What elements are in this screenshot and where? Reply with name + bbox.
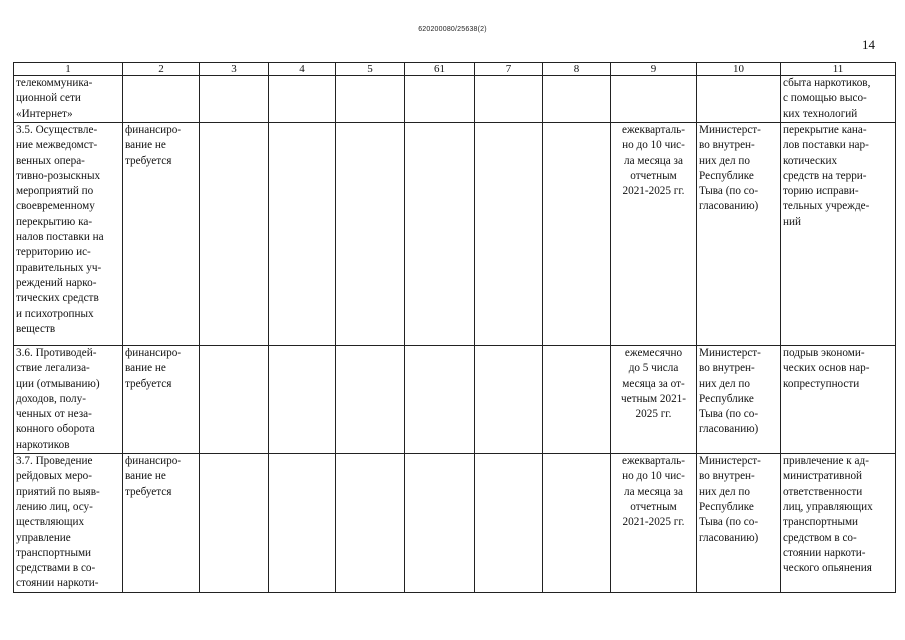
executor-cell	[697, 123, 781, 346]
column-number: 10	[697, 63, 781, 76]
cell-text-line: 3.5. Осуществле-	[16, 124, 98, 136]
cell-text-line: ежекварталь-	[622, 124, 685, 136]
cell-text-line: вание не	[125, 362, 166, 375]
cell-text-line: ких технологий	[783, 107, 858, 120]
funding-cell	[123, 454, 200, 593]
cell-text-line: ческого опьянения	[783, 562, 872, 575]
empty-cell	[543, 76, 611, 123]
cell-text-line: ежемесячно	[624, 347, 683, 359]
cell-text-line: ческих основ нар-	[783, 362, 870, 375]
cell-text-line: средством в со-	[783, 531, 857, 544]
table-row	[14, 76, 896, 123]
column-number: 11	[781, 63, 896, 76]
cell-text-line: транспортными	[783, 516, 859, 529]
cell-text-line: ний	[783, 215, 801, 228]
column-number: 8	[543, 63, 611, 76]
cell-text-line: Тыва (по со-	[699, 185, 759, 198]
empty-cell	[543, 454, 611, 593]
column-number: 9	[611, 63, 697, 76]
empty-cell	[543, 346, 611, 454]
table-row	[14, 454, 896, 593]
cell-text-line: перекрытие кана-	[783, 124, 867, 136]
cell-text-line: венных опера-	[16, 154, 85, 167]
column-number-row	[14, 63, 896, 76]
measure-cell	[14, 76, 123, 123]
cell-text-line: четным 2021-	[621, 392, 686, 405]
cell-text-line: вание не	[125, 139, 166, 152]
empty-cell	[475, 123, 543, 346]
cell-text-line: подрыв экономи-	[783, 347, 865, 359]
empty-cell	[543, 123, 611, 346]
cell-text-line: правительных уч-	[16, 261, 102, 274]
cell-text-line: во внутрен-	[699, 139, 755, 152]
cell-text-line: требуется	[125, 154, 172, 167]
empty-cell	[336, 346, 405, 454]
result-cell	[781, 76, 896, 123]
cell-text-line: конного оборота	[16, 423, 95, 436]
column-number: 61	[405, 63, 475, 76]
cell-text-line: финансиро-	[125, 347, 182, 359]
cell-text-line: отчетным	[630, 169, 677, 182]
cell-text-line: гласованию)	[699, 423, 759, 436]
cell-text-line: тических средств	[16, 292, 99, 305]
cell-text-line: стоянии наркоти-	[783, 546, 866, 559]
result-cell	[781, 123, 896, 346]
result-cell	[781, 454, 896, 593]
cell-text-line: министративной	[783, 470, 863, 483]
cell-text-line: требуется	[125, 485, 172, 498]
cell-text-line: привлечение к ад-	[783, 455, 869, 468]
cell-text-line: до 5 числа	[628, 362, 679, 375]
funding-cell	[123, 123, 200, 346]
cell-text-line: Тыва (по со-	[699, 408, 759, 421]
empty-cell	[475, 454, 543, 593]
cell-text-line: вание не	[125, 470, 166, 483]
cell-text-line: Республике	[699, 392, 754, 405]
cell-text-line: требуется	[125, 377, 172, 390]
cell-text-line: доходов, полу-	[16, 392, 86, 405]
cell-text-line: ществляющих	[16, 516, 85, 529]
cell-text-line: них дел по	[699, 377, 750, 390]
column-number: 7	[475, 63, 543, 76]
deadline-cell	[611, 454, 697, 593]
cell-text-line: 2021-2025 гг.	[622, 516, 685, 529]
cell-text-line: во внутрен-	[699, 470, 755, 483]
result-cell	[781, 346, 896, 454]
cell-text-line: финансиро-	[125, 455, 182, 468]
empty-cell	[405, 346, 475, 454]
cell-text-line: рейдовых меро-	[16, 470, 92, 483]
cell-text-line: и психотропных	[16, 307, 94, 320]
cell-text-line: транспортными	[16, 546, 92, 559]
cell-text-line: котических	[783, 154, 838, 167]
table-row	[14, 346, 896, 454]
cell-text-line: своевременному	[16, 200, 95, 213]
cell-text-line: Республике	[699, 500, 754, 513]
cell-text-line: Министерст-	[699, 347, 761, 359]
cell-text-line: Тыва (по со-	[699, 516, 759, 529]
cell-text-line: ствие легализа-	[16, 362, 90, 375]
cell-text-line: веществ	[16, 322, 56, 335]
document-id: 620200080/25638(2)	[418, 26, 487, 33]
empty-cell	[269, 76, 336, 123]
cell-text-line: лиц, управляющих	[783, 500, 873, 513]
cell-text-line: ционной сети	[16, 92, 81, 105]
cell-text-line: Министерст-	[699, 124, 761, 136]
column-number: 4	[269, 63, 336, 76]
cell-text-line: месяца за от-	[622, 377, 685, 390]
cell-text-line: копреступности	[783, 377, 860, 390]
measure-cell	[14, 454, 123, 593]
measure-cell	[14, 346, 123, 454]
cell-text-line: гласованию)	[699, 531, 759, 544]
empty-cell	[475, 76, 543, 123]
cell-text-line: ние межведомст-	[16, 139, 98, 152]
executor-cell	[697, 454, 781, 593]
measure-cell	[14, 123, 123, 346]
empty-cell	[405, 76, 475, 123]
cell-text-line: во внутрен-	[699, 362, 755, 375]
cell-text-line: лению лиц, осу-	[16, 500, 93, 513]
cell-text-line: с помощью высо-	[783, 92, 867, 105]
cell-text-line: тельных учрежде-	[783, 200, 870, 213]
empty-cell	[475, 346, 543, 454]
cell-text-line: «Интернет»	[16, 107, 73, 120]
cell-text-line: Республике	[699, 169, 754, 182]
empty-cell	[336, 76, 405, 123]
cell-text-line: перекрытию ка-	[16, 215, 93, 228]
deadline-cell	[611, 346, 697, 454]
empty-cell	[269, 346, 336, 454]
cell-text-line: лов поставки нар-	[783, 139, 869, 152]
cell-text-line: средств на терри-	[783, 169, 867, 182]
column-number: 5	[336, 63, 405, 76]
empty-cell	[336, 454, 405, 593]
cell-text-line: торию исправи-	[783, 185, 859, 198]
cell-text-line: ответственности	[783, 485, 863, 498]
cell-text-line: но до 10 чис-	[622, 470, 685, 483]
deadline-cell	[611, 123, 697, 346]
column-number: 1	[14, 63, 123, 76]
table-row	[14, 123, 896, 346]
cell-text-line: приятий по выяв-	[16, 485, 100, 498]
cell-text-line: ченных от неза-	[16, 408, 92, 421]
cell-text-line: налов поставки на	[16, 231, 104, 244]
cell-text-line: ции (отмыванию)	[16, 377, 100, 390]
cell-text-line: 3.6. Противодей-	[16, 347, 97, 359]
cell-text-line: Министерст-	[699, 455, 761, 468]
cell-text-line: 2025 гг.	[635, 408, 672, 421]
cell-text-line: территорию ис-	[16, 246, 91, 259]
empty-cell	[269, 123, 336, 346]
deadline-cell	[611, 76, 697, 123]
empty-cell	[336, 123, 405, 346]
column-number: 2	[123, 63, 200, 76]
program-measures-table	[13, 62, 896, 593]
cell-text-line: наркотиков	[16, 438, 70, 451]
cell-text-line: них дел по	[699, 485, 750, 498]
cell-text-line: но до 10 чис-	[622, 139, 685, 152]
empty-cell	[200, 76, 269, 123]
funding-cell	[123, 76, 200, 123]
cell-text-line: управление	[16, 531, 71, 544]
cell-text-line: ла месяца за	[624, 154, 683, 167]
cell-text-line: средствами в со-	[16, 562, 96, 575]
cell-text-line: стоянии наркоти-	[16, 577, 99, 590]
page-number: 14	[862, 37, 875, 52]
cell-text-line: отчетным	[630, 500, 677, 513]
cell-text-line: тивно-розыскных	[16, 169, 101, 182]
empty-cell	[200, 346, 269, 454]
funding-cell	[123, 346, 200, 454]
empty-cell	[269, 454, 336, 593]
cell-text-line: 3.7. Проведение	[16, 455, 93, 468]
column-number: 3	[200, 63, 269, 76]
cell-text-line: ла месяца за	[624, 485, 683, 498]
executor-cell	[697, 76, 781, 123]
empty-cell	[200, 123, 269, 346]
cell-text-line: телекоммуника-	[16, 77, 93, 89]
cell-text-line: сбыта наркотиков,	[783, 77, 871, 89]
empty-cell	[405, 123, 475, 346]
empty-cell	[405, 454, 475, 593]
executor-cell	[697, 346, 781, 454]
cell-text-line: гласованию)	[699, 200, 759, 213]
cell-text-line: них дел по	[699, 154, 750, 167]
cell-text-line: мероприятий по	[16, 185, 94, 198]
cell-text-line: 2021-2025 гг.	[622, 185, 685, 198]
cell-text-line: финансиро-	[125, 124, 182, 136]
cell-text-line: ежекварталь-	[622, 455, 685, 468]
empty-cell	[200, 454, 269, 593]
cell-text-line: реждений нарко-	[16, 276, 97, 289]
